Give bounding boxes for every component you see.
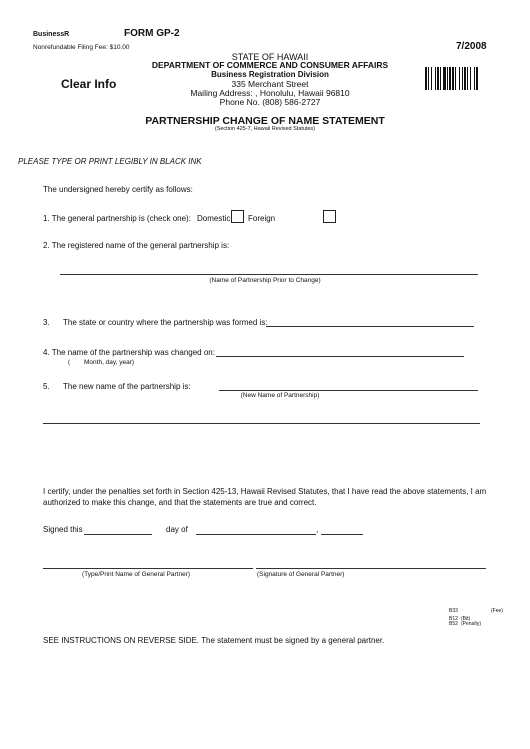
filing-fee: Nonrefundable Filing Fee: $10.00 <box>33 44 130 51</box>
date-comma: , <box>316 525 319 534</box>
new-name-field[interactable] <box>219 380 478 391</box>
partner-name-caption: (Type/Print Name of General Partner) <box>82 571 191 578</box>
form-id: FORM GP-2 <box>124 28 180 39</box>
division-name: Business Registration Division <box>211 70 329 79</box>
barcode-icon <box>425 67 503 90</box>
change-date-caption-paren: ( <box>68 359 71 366</box>
certify-intro: The undersigned hereby certify as follows: <box>43 185 193 194</box>
office-code-penalty: (Penalty) <box>461 621 482 627</box>
new-name-continued-field[interactable] <box>43 413 480 424</box>
question-3-label: The state or country where the partnership was formed is: <box>63 318 268 327</box>
office-code-b52: B52 <box>449 621 458 627</box>
partner-signature-caption: (Signature of General Partner) <box>257 571 345 578</box>
question-5-label: The new name of the partnership is: <box>63 382 191 391</box>
street-address: 335 Merchant Street <box>231 79 309 89</box>
signed-this-label: Signed this <box>43 525 83 534</box>
statute-reference: (Section 425-7, Hawaii Revised Statutes) <box>214 126 316 132</box>
mailing-address: Mailing Address: , Honolulu, Hawaii 96810 <box>190 88 350 98</box>
ink-instruction: PLEASE TYPE OR PRINT LEGIBLY IN BLACK INK <box>18 157 202 166</box>
question-2-label: 2. The registered name of the general partnership is: <box>43 241 230 250</box>
state-name: STATE OF HAWAII <box>231 52 309 62</box>
domestic-checkbox[interactable] <box>231 210 244 223</box>
business-label: BusinessR <box>33 31 70 38</box>
form-version: 7/2008 <box>456 41 487 52</box>
prior-name-caption: (Name of Partnership Prior to Change) <box>209 277 321 284</box>
domestic-label: Domestic <box>197 214 231 223</box>
office-code-b12: B12 <box>449 616 458 622</box>
question-4-label: 4. The name of the partnership was changed on: <box>43 348 215 357</box>
prior-name-field[interactable] <box>60 264 478 275</box>
office-code-b33: B33 <box>449 608 458 614</box>
change-date-caption: Month, day, year) <box>84 359 135 366</box>
partner-name-field[interactable] <box>43 558 253 569</box>
office-code-bit: (Bit) <box>461 616 471 622</box>
certification-line-2: authorized to make this change, and that the statements are true and correct. <box>43 498 317 507</box>
partner-signature-field[interactable] <box>256 558 486 569</box>
footer-instructions: SEE INSTRUCTIONS ON REVERSE SIDE. The statement must be signed by a general partner. <box>43 636 385 645</box>
foreign-checkbox[interactable] <box>323 210 336 223</box>
signed-month-field[interactable] <box>196 524 319 535</box>
change-date-field[interactable] <box>216 346 464 357</box>
clear-info-button[interactable]: Clear Info <box>61 77 117 91</box>
foreign-label: Foreign <box>248 214 276 223</box>
day-of-label: day of <box>166 525 188 534</box>
certification-line-1: I certify, under the penalties set forth in Section 425-13, Hawaii Revised Statutes, that I have read the above statements, I am <box>43 487 487 496</box>
question-5-number: 5. <box>43 382 50 391</box>
department-name: DEPARTMENT OF COMMERCE AND CONSUMER AFFAIRS <box>151 60 389 70</box>
formation-state-field[interactable] <box>266 316 474 327</box>
form-title: PARTNERSHIP CHANGE OF NAME STATEMENT <box>145 115 385 127</box>
question-1-label: 1. The general partnership is (check one): <box>43 214 191 223</box>
question-3-number: 3. <box>43 318 50 327</box>
signed-year-field[interactable] <box>321 524 363 535</box>
office-code-fee: (Fee) <box>491 608 503 614</box>
new-name-caption: (New Name of Partnership) <box>240 392 320 399</box>
phone-number: Phone No. (808) 586-2727 <box>219 97 321 107</box>
signed-day-field[interactable] <box>84 524 152 535</box>
